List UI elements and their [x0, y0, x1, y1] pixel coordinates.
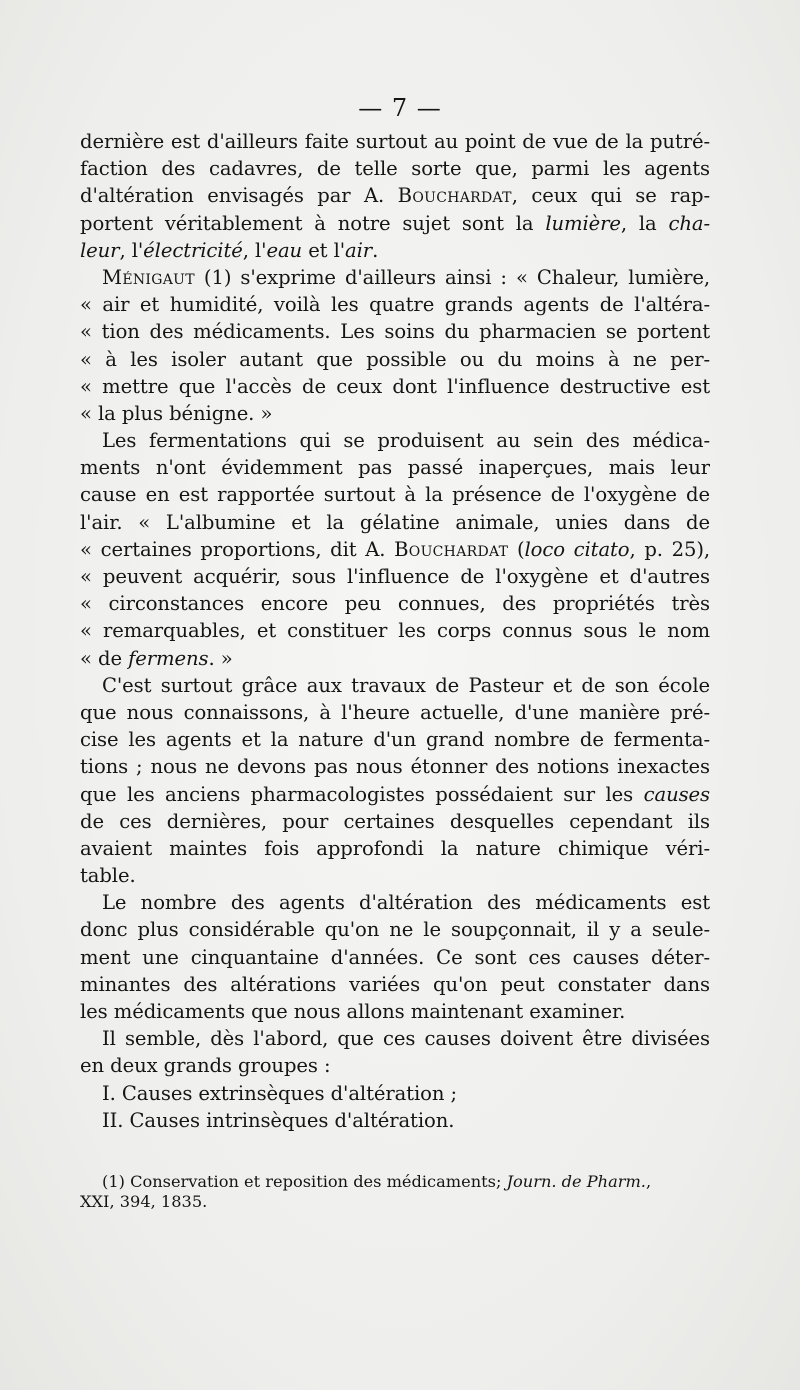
text-line: donc plus considérable qu'on ne le soupçonnait, il y a seule-: [80, 918, 710, 942]
cause-list: [80, 1080, 710, 1134]
emphasis: fermens: [128, 646, 209, 670]
body-text: [80, 128, 710, 1134]
text-line: minantes des altérations variées qu'on peut constater dans: [80, 972, 710, 996]
paragraph-4: [80, 672, 710, 890]
text-line: « air et humidité, voilà les quatre grands agents de l'altéra-: [80, 293, 710, 317]
text-line: Le nombre des agents d'altération des médicaments est: [102, 891, 710, 915]
paragraph-6: [80, 1025, 710, 1079]
text-line: avaient maintes fois approfondi la nature chimique véri-: [80, 836, 710, 860]
text-line: ment une cinquantaine d'années. Ce sont ces causes déter-: [80, 945, 710, 969]
text-line: dernière est d'ailleurs faite surtout au point de vue de la putré-: [80, 130, 710, 153]
author-name: Ménigaut: [102, 265, 195, 289]
text-line: Les fermentations qui se produisent au sein des médica-: [102, 429, 710, 453]
text-line: « circonstances encore peu connues, des propriétés très: [80, 592, 710, 616]
emphasis: loco citato: [524, 537, 630, 561]
footnote-line: XXI, 394, 1835.: [80, 1192, 208, 1211]
text-line: « de fermens. »: [80, 646, 233, 670]
text-line: table.: [80, 864, 136, 888]
text-line: cise les agents et la nature d'un grand nombre de fermenta-: [80, 728, 710, 752]
text-line: leur, l'électricité, l'eau et l'air.: [80, 238, 379, 262]
emphasis: lumière: [545, 211, 621, 235]
journal-title: Journ. de Pharm.: [506, 1172, 646, 1191]
text-line: portent véritablement à notre sujet sont la lumière, la cha-: [80, 211, 710, 235]
text-line: Ménigaut (1) s'exprime d'ailleurs ainsi : « Chaleur, lumière,: [102, 265, 710, 289]
text-line: « certaines proportions, dit A. Bouchardat (loco citato, p. 25),: [80, 537, 710, 561]
text-line: ments n'ont évidemment pas passé inaperçues, mais leur: [80, 456, 710, 480]
paragraph-1: [80, 128, 710, 264]
page-number: — 7 —: [358, 94, 442, 122]
author-name: Bouchardat: [397, 184, 512, 208]
text-line: Il semble, dès l'abord, que ces causes doivent être divisées: [102, 1027, 710, 1051]
text-line: cause en est rapportée surtout à la présence de l'oxygène de: [80, 483, 710, 507]
text-line: l'air. « L'albumine et la gélatine animale, unies dans de: [80, 510, 710, 534]
text-line: tions ; nous ne devons pas nous étonner des notions inexactes: [80, 755, 710, 779]
author-name: Bouchardat: [394, 537, 509, 561]
text-line: de ces dernières, pour certaines desquelles cependant ils: [80, 809, 710, 833]
text-line: « tion des médicaments. Les soins du pharmacien se portent: [80, 320, 710, 344]
paragraph-5: [80, 889, 710, 1025]
footnote: [80, 1172, 710, 1212]
paragraph-3: [80, 427, 710, 672]
text-line: « la plus bénigne. »: [80, 401, 273, 425]
text-line: les médicaments que nous allons maintenant examiner.: [80, 1000, 626, 1023]
footnote-line: (1) Conservation et reposition des médicaments; Journ. de Pharm.,: [102, 1172, 652, 1191]
text-line: « peuvent acquérir, sous l'influence de l'oxygène et d'autres: [80, 565, 710, 588]
text-line: que nous connaissons, à l'heure actuelle, d'une manière pré-: [80, 700, 710, 724]
paragraph-2: [80, 264, 710, 427]
text-line: « à les isoler autant que possible ou du moins à ne per-: [80, 347, 710, 371]
emphasis: cha-: [668, 211, 710, 235]
text-line: C'est surtout grâce aux travaux de Pasteur et de son école: [102, 673, 710, 697]
emphasis: causes: [643, 782, 710, 806]
list-item: II. Causes intrinsèques d'altération.: [102, 1108, 455, 1132]
text-line: « remarquables, et constituer les corps connus sous le nom: [80, 619, 710, 643]
text-line: « mettre que l'accès de ceux dont l'influence destructive est: [80, 374, 710, 398]
text-line: d'altération envisagés par A. Bouchardat, ceux qui se rap-: [80, 184, 710, 208]
list-item: I. Causes extrinsèques d'altération ;: [102, 1081, 457, 1105]
text-line: faction des cadavres, de telle sorte que, parmi les agents: [80, 157, 710, 181]
text-line: que les anciens pharmacologistes possédaient sur les causes: [80, 782, 710, 806]
text-line: en deux grands groupes :: [80, 1054, 331, 1078]
